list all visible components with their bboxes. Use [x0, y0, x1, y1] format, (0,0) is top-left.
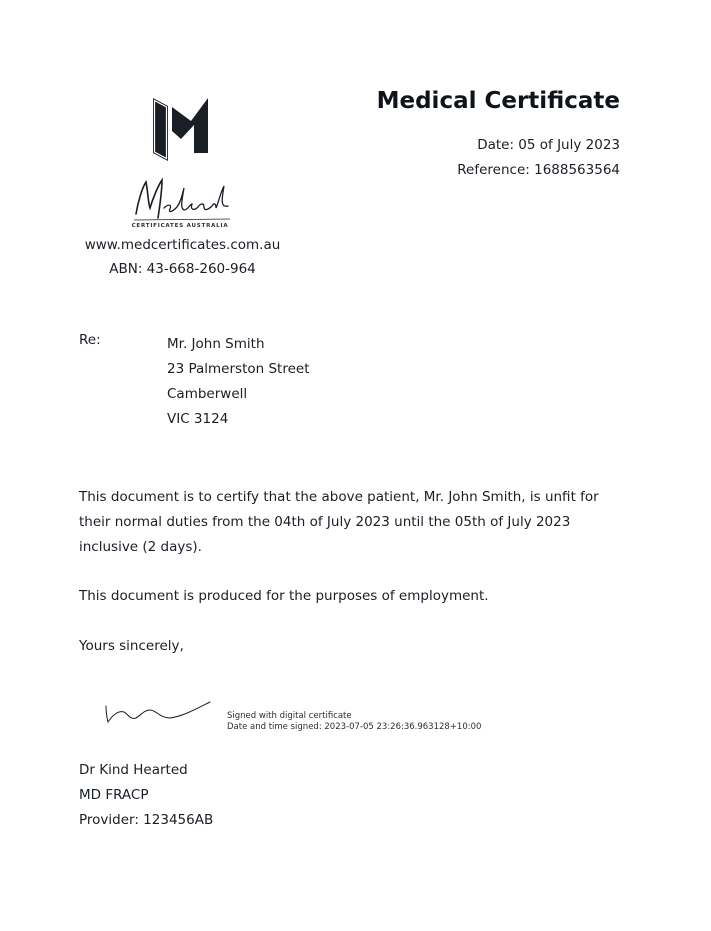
digital-signature-info — [227, 711, 481, 733]
certificate-date: Date: 05 of July 2023 — [477, 137, 620, 153]
purpose-paragraph: This document is produced for the purposes of employment. — [79, 588, 489, 604]
logo-subtitle: CERTIFICATES AUSTRALIA — [131, 223, 229, 229]
medical-logo-icon — [150, 95, 212, 165]
handwritten-signature — [100, 696, 215, 728]
signer-name: Dr Kind Hearted — [79, 762, 188, 778]
recipient-name: Mr. John Smith — [167, 336, 265, 352]
website-link[interactable]: www.medcertificates.com.au — [84, 237, 281, 253]
re-label: Re: — [79, 332, 101, 348]
signed-with-certificate: Signed with digital certificate — [227, 711, 352, 721]
recipient-address — [167, 332, 310, 432]
closing-salutation: Yours sincerely, — [79, 638, 184, 654]
abn-number: ABN: 43-668-260-964 — [109, 261, 256, 277]
signer-block — [79, 758, 213, 833]
certification-paragraph: This document is to certify that the above patient, Mr. John Smith, is unfit for their normal duties from the 04th of July 2023 until the 05th of July 2023 inclusive (2 days). — [79, 489, 599, 555]
recipient-suburb: Camberwell — [167, 386, 248, 402]
page-title: Medical Certificate — [376, 88, 620, 114]
medical-script-logo — [128, 174, 234, 222]
recipient-street: 23 Palmerston Street — [167, 361, 310, 377]
certificate-reference: Reference: 1688563564 — [457, 162, 620, 178]
signature-timestamp: Date and time signed: 2023-07-05 23:26:36.963128+10:00 — [227, 722, 482, 732]
signer-provider-number: Provider: 123456AB — [79, 812, 214, 828]
signer-qualification: MD FRACP — [79, 787, 149, 803]
recipient-state-postcode: VIC 3124 — [167, 411, 229, 427]
